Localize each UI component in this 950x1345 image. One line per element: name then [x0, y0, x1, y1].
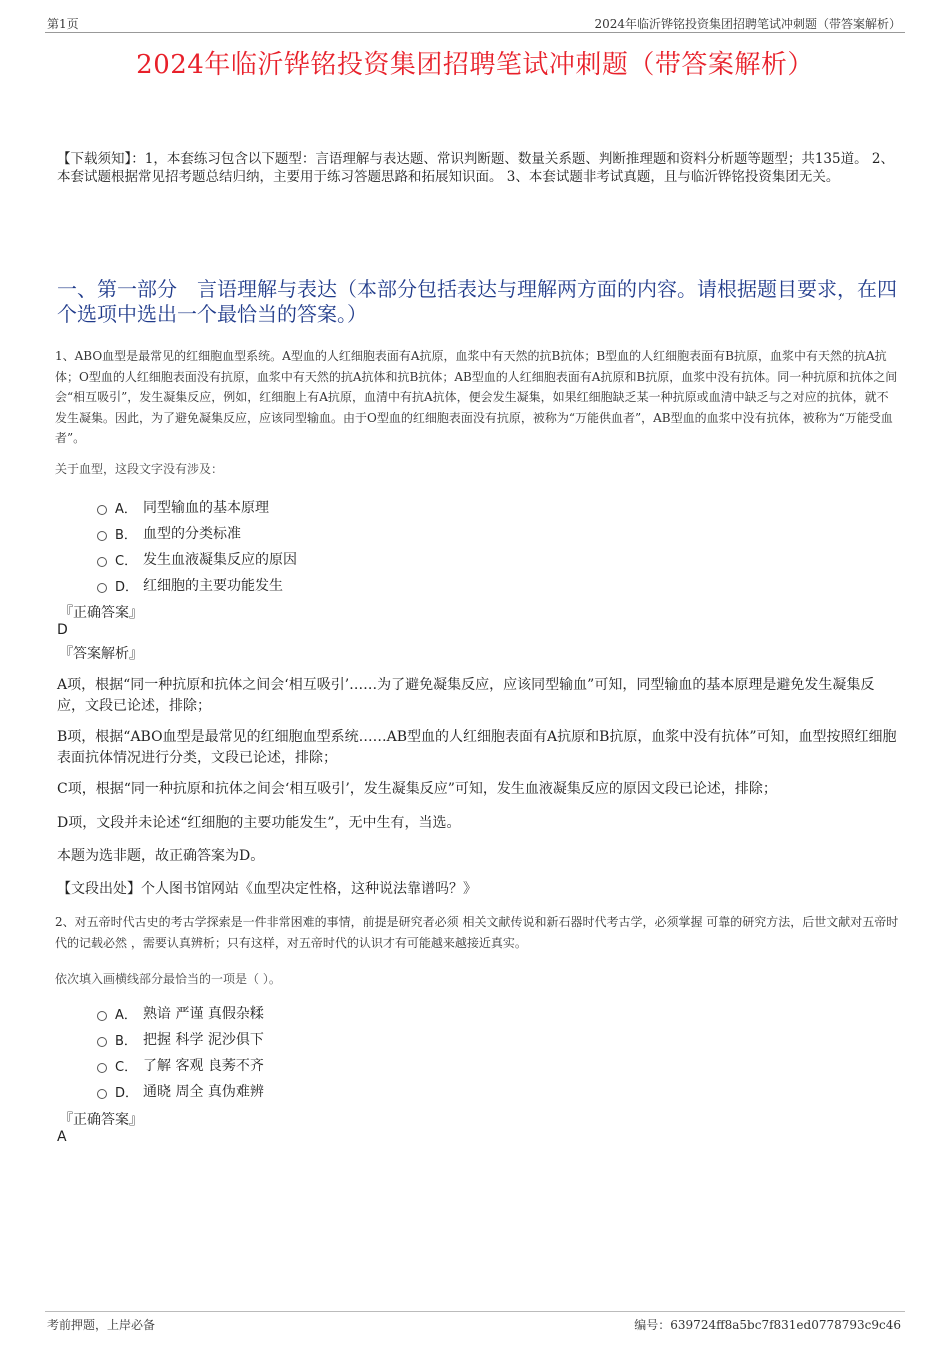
option-text: 发生血液凝集反应的原因 — [143, 552, 297, 568]
analysis-source: 【文段出处】个人图书馆网站《血型决定性格，这种说法靠谱吗？》 — [57, 881, 477, 897]
footer-slogan: 考前押题，上岸必备 — [47, 1318, 156, 1332]
question-2-text: 2、对五帝时代古史的考古学探索是一件非常困难的事情，前提是研究者必须 相关文献传说和新石器时代考古学，必须掌握 可靠的研究方法，后世文献对五帝时代的记载必然 ，需要认真辨析；只有这样，对五帝时代的认识才有可能越来越接近真实。 — [55, 915, 899, 950]
footer-doc-id: 编号：639724ff8a5bc7f831ed0778793c9c46 — [634, 1318, 901, 1332]
question-1-text: 1、ABO血型是最常见的红细胞血型系统。A型血的人红细胞表面有A抗原，血浆中有天然的抗B抗体；B型血的人红细胞表面有B抗原，血浆中有天然的抗A抗体；O型血的人红细胞表面没有抗原，血浆中有天然的抗A抗体和抗B抗体；AB型血的人红细胞表面有A抗原和B抗原，血浆中没有抗体。同一种抗原和抗体之间会“相互吸引”，发生凝集反应，例如，红细胞上有A抗原，血清中有抗A抗体，便会发生凝集，如果红细胞缺乏某一种抗原或血清中缺乏与之对应的抗体，就不发生凝集。因此，为了避免凝集反应，应该同型输血。由于O型血的红细胞表面没有抗原，被称为“万能供血者”，AB型血的血浆中没有抗体，被称为“万能受血者”。 — [55, 349, 898, 446]
question-1-answer: D — [57, 622, 68, 638]
analysis-d: D项，文段并未论述“红细胞的主要功能发生”，无中生有，当选。 — [57, 815, 461, 831]
option-letter: A． — [115, 501, 137, 517]
radio-icon[interactable] — [97, 557, 107, 567]
analysis-b: B项，根据“ABO血型是最常见的红细胞血型系统……AB型血的人红细胞表面有A抗原和B抗原，血浆中没有抗体”可知，血型按照红细胞表面抗体情况进行分类，文段已论述，排除； — [57, 729, 897, 766]
header-doc-title: 2024年临沂铧铭投资集团招聘笔试冲刺题（带答案解析） — [594, 17, 901, 31]
question-1-answer-label: 『正确答案』 — [59, 605, 143, 621]
question-1-options — [97, 494, 497, 598]
question-1-option-c[interactable] — [97, 546, 497, 572]
question-1-option-a[interactable] — [97, 494, 497, 520]
download-notice: 【下载须知】：1，本套练习包含以下题型：言语理解与表达题、常识判断题、数量关系题、判断推理题和资料分析题等题型；共135道。 2、本套试题根据常见招考题总结归纳，主要用于练习答题思路和拓展知识面。 3、本套试题非考试真题，且与临沂铧铭投资集团无关。 — [57, 151, 894, 185]
option-text: 熟谙 严谨 真假杂糅 — [143, 1006, 264, 1022]
option-text: 了解 客观 良莠不齐 — [143, 1058, 264, 1074]
question-1-prompt: 关于血型，这段文字没有涉及： — [55, 462, 224, 476]
analysis-a: A项，根据“同一种抗原和抗体之间会‘相互吸引’……为了避免凝集反应，应该同型输血”可知，同型输血的基本原理是避免发生凝集反应，文段已论述，排除； — [57, 677, 875, 714]
question-1-option-d[interactable] — [97, 572, 497, 598]
question-2-answer: A — [57, 1129, 67, 1145]
page-number: 第1页 — [47, 17, 79, 31]
question-2-option-d[interactable] — [97, 1078, 497, 1104]
option-text: 红细胞的主要功能发生 — [143, 578, 283, 594]
option-letter: C． — [115, 553, 138, 569]
page-footer — [45, 1311, 905, 1334]
analysis-conclusion: 本题为选非题，故正确答案为D。 — [57, 848, 265, 864]
option-letter: D． — [115, 579, 139, 595]
question-1-option-b[interactable] — [97, 520, 497, 546]
option-letter: A． — [115, 1007, 137, 1023]
section-title: 一、第一部分 言语理解与表达（本部分包括表达与理解两方面的内容。请根据题目要求，在四个选项中选出一个最恰当的答案。） — [57, 277, 897, 326]
question-1-analysis-label: 『答案解析』 — [59, 646, 143, 662]
radio-icon[interactable] — [97, 505, 107, 515]
option-text: 血型的分类标准 — [143, 526, 241, 542]
option-text: 同型输血的基本原理 — [143, 500, 269, 516]
option-letter: B． — [115, 527, 137, 543]
question-2-option-a[interactable] — [97, 1000, 497, 1026]
question-2-options — [97, 1000, 497, 1104]
option-letter: C． — [115, 1059, 138, 1075]
question-2-answer-label: 『正确答案』 — [59, 1112, 143, 1128]
radio-icon[interactable] — [97, 1089, 107, 1099]
question-2-option-b[interactable] — [97, 1026, 497, 1052]
question-2-option-c[interactable] — [97, 1052, 497, 1078]
radio-icon[interactable] — [97, 1063, 107, 1073]
question-2-prompt: 依次填入画横线部分最恰当的一项是（ ）。 — [55, 972, 281, 986]
page-title: 2024年临沂铧铭投资集团招聘笔试冲刺题（带答案解析） — [136, 50, 814, 80]
analysis-c: C项，根据“同一种抗原和抗体之间会‘相互吸引’，发生凝集反应”可知，发生血液凝集反应的原因文段已论述，排除； — [57, 781, 777, 797]
option-letter: B． — [115, 1033, 137, 1049]
option-letter: D． — [115, 1085, 139, 1101]
option-text: 通晓 周全 真伪难辨 — [143, 1084, 264, 1100]
radio-icon[interactable] — [97, 531, 107, 541]
radio-icon[interactable] — [97, 583, 107, 593]
radio-icon[interactable] — [97, 1011, 107, 1021]
page-header — [45, 14, 905, 33]
option-text: 把握 科学 泥沙俱下 — [143, 1032, 264, 1048]
radio-icon[interactable] — [97, 1037, 107, 1047]
